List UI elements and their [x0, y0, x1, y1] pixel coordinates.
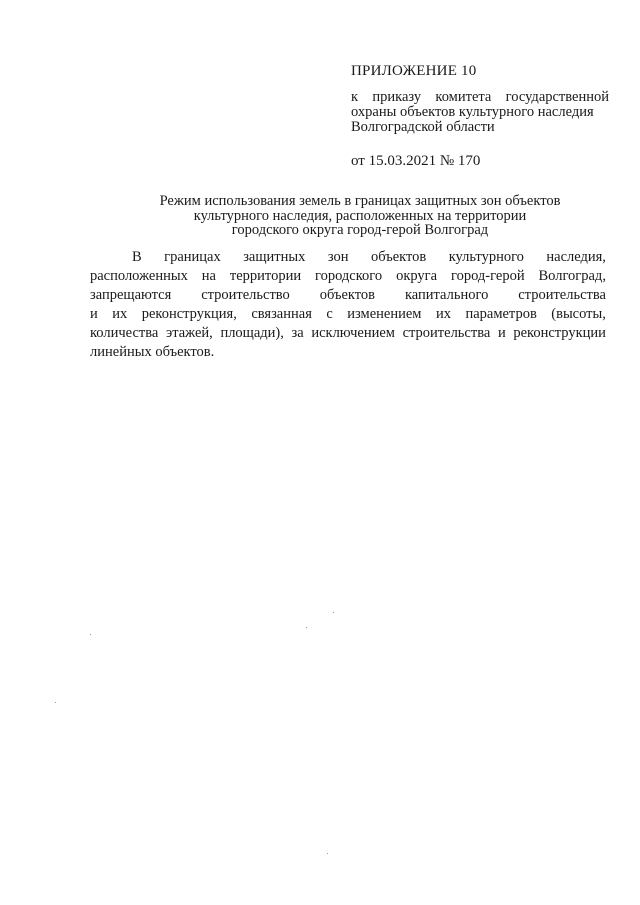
- body-word: наследия,: [546, 249, 606, 265]
- body-word: территории: [229, 268, 302, 284]
- body-word: строительство: [201, 287, 290, 303]
- document-heading: [100, 194, 620, 238]
- body-word: город-герой: [451, 268, 525, 284]
- body-word: за: [291, 325, 304, 341]
- body-word: линейных объектов.: [90, 344, 215, 360]
- body-word: связанная: [251, 306, 312, 322]
- body-word: зон: [327, 249, 349, 265]
- body-word: изменением: [347, 306, 422, 322]
- body-word: их: [112, 306, 128, 322]
- body-word: этажей,: [165, 325, 213, 341]
- appendix-ref-line: к приказу комитета государственной: [351, 89, 609, 105]
- body-word: капитального: [404, 287, 489, 303]
- body-word: культурного: [448, 249, 524, 265]
- body-word: строительства: [518, 287, 606, 303]
- body-word: исключением: [311, 325, 395, 341]
- scan-speck: [90, 634, 91, 635]
- scan-speck: [306, 627, 307, 628]
- body-word: (высоты,: [551, 306, 606, 322]
- body-line: [90, 305, 606, 324]
- body-word: площади),: [220, 325, 284, 341]
- appendix-block: [351, 62, 609, 170]
- appendix-reference: [351, 90, 609, 135]
- heading-line: городского округа город-герой Волгоград: [231, 222, 489, 238]
- body-word: их: [435, 306, 451, 322]
- body-word: округа: [396, 268, 438, 284]
- body-word: расположенных: [90, 268, 188, 284]
- body-line: [90, 248, 606, 267]
- body-line: [90, 324, 606, 343]
- body-word: строительства: [402, 325, 491, 341]
- body-paragraph: [90, 248, 606, 362]
- body-line: [90, 267, 606, 286]
- body-word: городского: [315, 268, 383, 284]
- body-line: [90, 343, 606, 362]
- appendix-title: ПРИЛОЖЕНИЕ 10: [351, 63, 477, 79]
- heading-line: Режим использования земель в границах защитных зон объектов: [159, 193, 561, 209]
- body-word: запрещаются: [90, 287, 172, 303]
- heading-line: культурного наследия, расположенных на территории: [193, 207, 527, 224]
- body-word: параметров: [465, 306, 537, 322]
- body-word: с: [326, 306, 333, 322]
- appendix-date: от 15.03.2021 № 170: [351, 153, 481, 169]
- appendix-ref-line: охраны объектов культурного наследия: [351, 104, 594, 120]
- scan-speck: [333, 612, 334, 613]
- body-word: объектов: [319, 287, 376, 303]
- scan-speck: [55, 702, 56, 703]
- body-word: объектов: [370, 249, 427, 265]
- body-line: [90, 286, 606, 305]
- body-word: количества: [90, 325, 159, 341]
- scan-speck: [327, 853, 328, 854]
- appendix-ref-line: Волгоградской области: [351, 119, 495, 135]
- body-word: на: [201, 268, 216, 284]
- body-word: реконструкции: [513, 325, 606, 341]
- body-word: границах: [164, 249, 221, 265]
- body-word: реконструкция,: [141, 306, 237, 322]
- body-word: Волгоград,: [538, 268, 606, 284]
- body-word: и: [90, 306, 98, 322]
- body-word: и: [497, 325, 506, 341]
- body-word: защитных: [243, 249, 306, 265]
- body-word: В: [132, 249, 142, 265]
